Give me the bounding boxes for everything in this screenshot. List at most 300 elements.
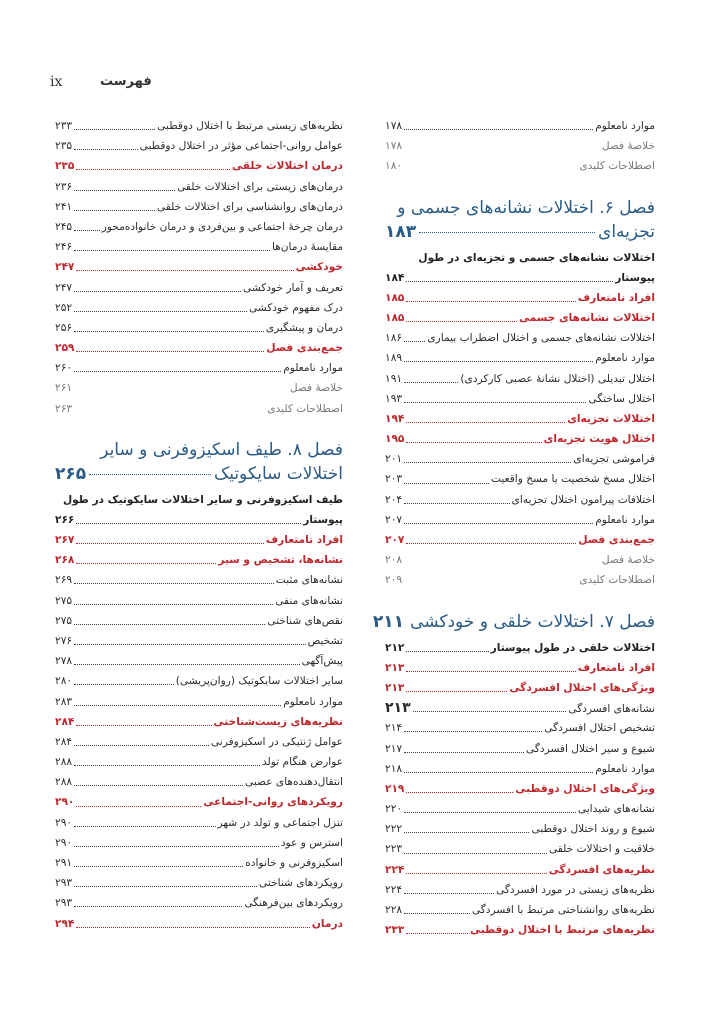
toc-entry-page: ۲۰۷: [385, 513, 403, 526]
toc-entry-title: نظریه‌های روانشناختی مرتبط با افسردگی: [471, 904, 655, 916]
dot-leader: [404, 482, 489, 484]
toc-entry-page: ۲۱۲: [385, 641, 405, 654]
toc-entry-title: نظریه‌های افسردگی: [548, 863, 655, 876]
toc-entry-page: ۲۸۴: [55, 715, 75, 728]
toc-entry-page: ۲۷۸: [55, 655, 73, 668]
toc-entry-title: انتقال‌دهنده‌های عصبی: [245, 776, 343, 789]
dot-leader: [404, 831, 529, 833]
toc-entry-page: ۲۲۴: [385, 883, 403, 896]
toc-entry-page: ۲۳۳: [385, 924, 405, 937]
toc-entry[interactable]: [385, 348, 655, 368]
toc-entry-title: ویژگی‌های اختلال افسردگی: [509, 681, 655, 694]
dot-leader: [74, 189, 175, 191]
toc-entry[interactable]: [55, 853, 343, 873]
toc-entry[interactable]: [385, 510, 655, 530]
toc-entry-page: ۲۱۴: [385, 722, 403, 735]
toc-entry[interactable]: [55, 237, 343, 257]
toc-entry[interactable]: [55, 813, 343, 833]
toc-entry-title: شیوع و سیر اختلال افسردگی: [526, 742, 655, 755]
toc-entry[interactable]: [55, 591, 343, 611]
toc-entry-page: ۲۶۱: [55, 382, 73, 395]
toc-entry-page: ۲۴۱: [55, 200, 73, 213]
dot-leader: [76, 168, 230, 170]
dot-leader: [74, 411, 265, 412]
toc-entry-page: ۲۴۶: [55, 241, 73, 254]
toc-entry[interactable]: [55, 772, 343, 792]
toc-entry[interactable]: [55, 298, 343, 318]
toc-entry-page: ۲۶۶: [55, 513, 75, 526]
dot-leader: [74, 391, 288, 392]
toc-entry-page: ۱۹۳: [385, 392, 403, 405]
toc-entry[interactable]: [55, 530, 343, 550]
toc-entry-page: ۱۸۶: [385, 332, 403, 345]
toc-entry-title: اختلالات تجزیه‌ای: [567, 412, 655, 425]
toc-entry[interactable]: [55, 792, 343, 812]
toc-entry-title: افراد نامتعارف: [265, 534, 343, 546]
toc-entry-page: ۲۹۰: [55, 836, 73, 849]
toc-entry[interactable]: [385, 268, 655, 288]
toc-entry-page: ۲۱۸: [385, 762, 403, 775]
toc-entry-title: اختلالات خلقی در طول پیوستار: [490, 641, 655, 654]
toc-entry-title: درمان: [311, 917, 343, 930]
chapter-subtitle: اختلالات نشانه‌های جسمی و تجزیه‌ای در طول: [418, 251, 655, 264]
toc-entry[interactable]: [385, 136, 655, 156]
dot-leader: [74, 582, 274, 584]
toc-entry-page: ۲۸۴: [55, 735, 73, 748]
toc-entry-title: موارد نامعلوم: [595, 352, 655, 365]
dot-leader: [406, 932, 468, 934]
toc-entry-title: اختلال مسخ شخصیت یا مسخ واقعیت: [491, 473, 655, 486]
toc-entry-page: ۲۰۷: [385, 534, 405, 546]
toc-entry[interactable]: [385, 116, 655, 136]
toc-entry[interactable]: [385, 288, 655, 308]
dot-leader: [74, 229, 100, 231]
toc-entry-title: خلاصهٔ فصل: [601, 554, 655, 567]
dot-leader: [404, 912, 470, 914]
chapter-7-heading[interactable]: [372, 610, 655, 634]
toc-entry[interactable]: [55, 651, 343, 671]
toc-entry[interactable]: [55, 338, 343, 358]
toc-entry-page: ۲۲۸: [385, 904, 403, 916]
dot-leader: [406, 872, 546, 874]
chapter-6-heading[interactable]: [385, 196, 655, 244]
toc-entry-page: ۲۰۱: [385, 453, 403, 466]
dot-leader: [74, 845, 279, 847]
toc-entry[interactable]: [385, 779, 655, 799]
toc-entry-page: ۲۹۰: [55, 796, 75, 809]
toc-entry-page: ۲۸۸: [55, 776, 73, 789]
toc-entry-page: ۲۳۶: [55, 180, 73, 193]
dot-leader: [74, 310, 247, 312]
dot-leader: [404, 360, 593, 362]
toc-entry-page: ۲۲۲: [385, 823, 403, 836]
toc-entry-title: پیش‌آگهی: [301, 655, 343, 668]
toc-right-column: [372, 116, 655, 940]
toc-entry[interactable]: [385, 308, 655, 328]
toc-entry[interactable]: [385, 449, 655, 469]
toc-entry[interactable]: [385, 920, 655, 940]
dot-leader: [404, 751, 524, 753]
toc-entry-page: ۲۸۰: [55, 675, 73, 688]
toc-entry-page: ۲۹۳: [55, 877, 73, 890]
toc-entry[interactable]: [385, 819, 655, 839]
toc-entry-title: نشانه‌های مثبت: [275, 574, 343, 587]
toc-entry-page: ۲۸۳: [55, 695, 73, 708]
toc-entry-page: ۲۲۳: [385, 843, 403, 856]
toc-entry-title: اختلالات نشانه‌های جسمی: [519, 311, 655, 324]
dot-leader: [413, 710, 567, 712]
toc-entry[interactable]: [385, 469, 655, 489]
toc-entry[interactable]: [385, 860, 655, 880]
dot-leader: [404, 461, 571, 463]
page-header: [0, 74, 710, 94]
toc-entry-page: ۲۱۳: [385, 681, 405, 694]
dot-leader: [74, 784, 243, 786]
toc-entry[interactable]: [55, 358, 343, 378]
chapter-page-number: ۱۸۳: [385, 221, 417, 242]
dot-leader: [406, 690, 507, 692]
toc-entry-title: اصطلاحات کلیدی: [579, 574, 655, 587]
dot-leader: [404, 563, 600, 564]
toc-entry-title: عوارض هنگام تولد: [261, 756, 343, 769]
dot-leader: [404, 340, 425, 342]
toc-entry-title: نشانه‌های منفی: [275, 594, 343, 607]
toc-entry-title: اختلال تبدیلی (اختلال نشانهٔ عصبی کارکردی): [460, 372, 655, 385]
chapter-8-heading[interactable]: [55, 438, 343, 486]
toc-entry[interactable]: [55, 611, 343, 631]
toc-entry-page: ۲۷۵: [55, 614, 73, 627]
toc-entry[interactable]: [55, 136, 343, 156]
toc-entry-title: فراموشی تجزیه‌ای: [573, 453, 655, 466]
dot-leader: [74, 825, 215, 827]
toc-entry[interactable]: [385, 369, 655, 389]
toc-entry-page: ۲۶۷: [55, 534, 75, 546]
dot-leader: [74, 148, 138, 150]
toc-entry-title: نظریه‌های زیستی در مورد افسردگی: [496, 883, 655, 896]
dot-leader: [406, 300, 575, 302]
toc-entry-title: نشانه‌های افسردگی: [568, 703, 655, 716]
toc-entry[interactable]: [55, 399, 343, 419]
toc-entry-page: ۲۵۹: [55, 342, 75, 355]
toc-entry[interactable]: [55, 550, 343, 570]
toc-entry-page: ۱۸۴: [385, 271, 405, 284]
dot-leader: [74, 623, 265, 625]
toc-entry[interactable]: [55, 570, 343, 590]
toc-entry[interactable]: [385, 900, 655, 920]
toc-entry-page: ۲۹۴: [55, 917, 75, 930]
toc-entry[interactable]: [55, 378, 343, 398]
dot-leader: [406, 280, 613, 282]
dot-leader: [404, 149, 600, 150]
chapter-page-number: ۲۱۱: [372, 611, 405, 632]
dot-leader: [74, 128, 155, 130]
toc-entry-title: پیوستار: [615, 271, 655, 284]
toc-entry[interactable]: [55, 873, 343, 893]
toc-entry[interactable]: [55, 116, 343, 136]
toc-entry-title: عوامل روانی-اجتماعی مؤثر در اختلال دوقطبی: [139, 140, 343, 153]
dot-leader: [74, 643, 306, 645]
toc-entry-page: ۱۹۴: [385, 412, 405, 425]
toc-entry[interactable]: [385, 550, 655, 570]
toc-entry[interactable]: [385, 389, 655, 409]
dot-leader: [76, 926, 309, 928]
toc-entry[interactable]: [385, 718, 655, 738]
dot-leader: [74, 744, 209, 746]
dot-leader: [404, 169, 577, 170]
toc-entry[interactable]: [385, 570, 655, 590]
toc-entry-title: خلاصهٔ فصل: [601, 140, 655, 153]
toc-entry-title: تعریف و آمار خودکشی: [242, 281, 343, 294]
toc-entry-title: نشانه‌ها، تشخیص و سیر: [218, 554, 343, 567]
toc-entry-title: درک مفهوم خودکشی: [248, 301, 343, 314]
toc-entry-title: مقایسهٔ درمان‌ها: [271, 241, 343, 254]
chapter-title-line: فصل ۸. طیف اسکیزوفرنی و سایر: [100, 439, 343, 460]
dot-leader: [74, 865, 243, 867]
toc-entry-page: ۲۹۳: [55, 897, 73, 910]
dot-leader: [404, 730, 542, 732]
toc-entry[interactable]: [385, 880, 655, 900]
chapter-title-line: اختلالات سایکوتیک: [213, 463, 343, 484]
toc-entry-page: ۱۹۱: [385, 372, 403, 385]
toc-entry-page: ۲۳۵: [55, 140, 73, 153]
toc-entry-title: تنزل اجتماعی و تولد در شهر: [217, 816, 343, 829]
dot-leader: [74, 885, 257, 887]
toc-entry-page: ۲۹۱: [55, 857, 73, 869]
toc-entry-title: اختلافات پیرامون اختلال تجزیه‌ای: [511, 493, 655, 506]
toc-entry-page: ۲۵۲: [55, 301, 73, 314]
toc-entry-title: رویکردهای بین‌فرهنگی: [244, 897, 343, 910]
toc-entry-title: خلاصهٔ فصل: [289, 382, 343, 395]
toc-entry-title: نقص‌های شناختی: [267, 614, 343, 627]
toc-entry-page: ۱۷۸: [385, 120, 403, 132]
toc-entry-page: ۱۸۵: [385, 291, 405, 304]
toc-entry-title: درمان و پیشگیری: [265, 321, 343, 334]
toc-entry-page: ۲۰۳: [385, 473, 403, 486]
toc-entry[interactable]: [385, 156, 655, 176]
toc-entry-title: موارد نامعلوم: [283, 695, 343, 708]
dot-leader: [74, 209, 155, 211]
toc-list: [385, 638, 655, 941]
toc-entry-page: ۲۳۳: [55, 120, 73, 132]
toc-entry-page: ۲۰۸: [385, 554, 403, 567]
toc-entry-page: ۱۹۵: [385, 433, 405, 446]
toc-entry[interactable]: [55, 752, 343, 772]
toc-entry-title: موارد نامعلوم: [595, 513, 655, 526]
toc-entry-title: رویکردهای شناختی: [259, 877, 343, 890]
toc-entry-page: ۲۱۳: [385, 700, 411, 717]
toc-list: [55, 510, 343, 934]
dot-leader: [74, 290, 241, 292]
dot-leader: [406, 441, 541, 443]
dot-leader: [74, 683, 174, 685]
toc-entry-title: اصطلاحات کلیدی: [267, 402, 343, 415]
toc-entry-title: پیوستار: [303, 513, 343, 526]
dot-leader: [406, 670, 575, 672]
dot-leader: [74, 905, 242, 907]
toc-entry-page: ۲۴۷: [55, 261, 75, 274]
toc-entry-page: ۲۶۳: [55, 402, 73, 415]
toc-entry[interactable]: [385, 678, 655, 698]
toc-entry-title: ویژگی‌های اختلال دوقطبی: [515, 782, 655, 795]
toc-list: [55, 116, 343, 419]
toc-entry[interactable]: [55, 510, 343, 530]
page-number: ix: [50, 74, 63, 90]
chapter-title-line: فصل ۷. اختلالات خلقی و خودکشی: [410, 611, 655, 632]
toc-entry[interactable]: [55, 671, 343, 691]
toc-entry[interactable]: [55, 257, 343, 277]
toc-entry-title: استرس و عود: [280, 836, 343, 849]
toc-entry-page: ۱۸۹: [385, 352, 403, 365]
toc-entry[interactable]: [385, 839, 655, 859]
dot-leader: [406, 421, 565, 423]
toc-entry[interactable]: [385, 328, 655, 348]
toc-entry-page: ۲۶۹: [55, 574, 73, 587]
toc-entry-title: درمان‌های روانشناسی برای اختلالات خلقی: [156, 200, 343, 213]
toc-entry-title: خلاقیت و اختلالات خلقی: [548, 843, 655, 856]
toc-entry-title: موارد نامعلوم: [595, 120, 655, 132]
dot-leader: [76, 724, 211, 726]
toc-entry-page: ۱۷۸: [385, 140, 403, 153]
chapter-subtitle: طیف اسکیزوفرنی و سایر اختلالات سایکوتیک در طول: [62, 493, 343, 506]
toc-entry-title: درمان چرخهٔ اجتماعی و بین‌فردی و درمان خانواده‌محور: [101, 220, 343, 233]
dot-leader: [74, 704, 281, 706]
toc-entry[interactable]: [55, 197, 343, 217]
toc-entry-title: موارد نامعلوم: [283, 362, 343, 375]
dot-leader: [404, 522, 593, 524]
toc-entry-page: ۲۴۷: [55, 281, 73, 294]
toc-entry[interactable]: [55, 156, 343, 176]
toc-entry[interactable]: [55, 893, 343, 913]
toc-entry-page: ۱۸۵: [385, 311, 405, 324]
toc-entry[interactable]: [385, 638, 655, 658]
toc-entry-page: ۲۸۸: [55, 756, 73, 769]
header-title: فهرست: [100, 74, 152, 89]
toc-list: [385, 116, 655, 177]
toc-entry-title: نظریه‌های زیست‌شناختی: [213, 715, 343, 728]
toc-entry-page: ۲۲۴: [385, 863, 405, 876]
toc-entry-page: ۲۷۵: [55, 594, 73, 607]
toc-entry-page: ۲۵۶: [55, 321, 73, 334]
dot-leader: [74, 249, 270, 251]
dot-leader: [404, 811, 576, 813]
toc-entry[interactable]: [55, 914, 343, 934]
dot-leader: [406, 542, 576, 544]
toc-entry[interactable]: [385, 739, 655, 759]
toc-entry[interactable]: [385, 759, 655, 779]
toc-entry-page: ۱۸۰: [385, 160, 403, 173]
dot-leader: [404, 583, 577, 584]
toc-entry-title: تشخیص اختلال افسردگی: [544, 722, 655, 735]
toc-entry-page: ۲۱۳: [385, 661, 405, 674]
dot-leader: [76, 269, 293, 271]
toc-entry-page: ۲۱۹: [385, 782, 405, 795]
toc-entry[interactable]: [385, 490, 655, 510]
toc-entry-title: جمع‌بندی فصل: [266, 342, 343, 355]
dot-leader: [404, 401, 586, 403]
toc-entry-page: ۲۲۰: [385, 803, 403, 816]
dot-leader: [74, 370, 281, 372]
dot-leader: [74, 603, 273, 605]
toc-entry-page: ۲۳۵: [55, 160, 75, 173]
toc-entry-title: تشخیص: [307, 634, 343, 647]
toc-entry-title: نظریه‌های مرتبط با اختلال دوقطبی: [470, 924, 655, 937]
toc-entry-title: موارد نامعلوم: [595, 762, 655, 775]
toc-entry[interactable]: [55, 217, 343, 237]
toc-entry[interactable]: [55, 692, 343, 712]
toc-entry[interactable]: [55, 833, 343, 853]
toc-entry[interactable]: [385, 429, 655, 449]
toc-entry-page: ۲۶۰: [55, 362, 73, 375]
toc-entry-page: ۲۴۵: [55, 220, 73, 233]
toc-entry[interactable]: [385, 698, 655, 718]
toc-entry[interactable]: [385, 658, 655, 678]
dot-leader: [74, 764, 260, 766]
toc-entry-title: سایر اختلالات سایکوتیک (روان‌پریشی): [175, 675, 343, 688]
toc-entry-page: ۲۷۶: [55, 634, 73, 647]
chapter-page-number: ۲۶۵: [55, 463, 87, 484]
toc-entry-title: رویکردهای روانی-اجتماعی: [203, 796, 343, 809]
dot-leader: [404, 381, 458, 383]
toc-entry-title: جمع‌بندی فصل: [578, 534, 655, 546]
chapter-title-line: فصل ۶. اختلالات نشانه‌های جسمی و: [397, 197, 655, 218]
toc-entry[interactable]: [55, 732, 343, 752]
dot-leader: [76, 522, 301, 524]
dot-leader: [406, 320, 517, 322]
toc-entry[interactable]: [385, 530, 655, 550]
toc-entry-title: نظریه‌های زیستی مرتبط با اختلال دوقطبی: [157, 120, 343, 132]
dot-leader: [76, 350, 264, 352]
toc-entry-title: اختلال ساختگی: [588, 392, 655, 405]
dot-leader: [76, 805, 201, 807]
dot-leader: [406, 791, 513, 793]
toc-entry-title: افراد نامتعارف: [577, 661, 655, 674]
toc-entry-title: شیوع و روند اختلال دوقطبی: [531, 823, 655, 836]
toc-entry[interactable]: [55, 712, 343, 732]
toc-entry-page: ۲۱۷: [385, 742, 403, 755]
dot-leader: [76, 562, 216, 564]
toc-entry-title: درمان‌های زیستی برای اختلالات خلقی: [177, 180, 343, 193]
dot-leader: [404, 852, 547, 854]
dot-leader: [404, 771, 593, 773]
toc-entry[interactable]: [55, 318, 343, 338]
toc-list: [385, 268, 655, 591]
toc-entry-page: ۲۰۹: [385, 574, 403, 587]
toc-entry-title: عوامل ژنتیکی در اسکیزوفرنی: [210, 735, 343, 748]
toc-entry-title: افراد نامتعارف: [577, 291, 655, 304]
dot-leader: [404, 892, 494, 894]
toc-entry-page: ۲۰۴: [385, 493, 403, 506]
toc-entry-title: اسکیزوفرنی و خانواده: [245, 857, 343, 869]
toc-entry[interactable]: [385, 799, 655, 819]
toc-entry[interactable]: [55, 177, 343, 197]
dot-leader: [74, 330, 264, 332]
dot-leader: [404, 128, 593, 130]
dot-leader: [74, 663, 300, 665]
toc-entry-title: درمان اختلالات خلقی: [232, 160, 343, 173]
toc-entry-title: نشانه‌های شیدایی: [577, 803, 655, 816]
toc-entry[interactable]: [55, 278, 343, 298]
toc-entry[interactable]: [385, 409, 655, 429]
toc-entry[interactable]: [55, 631, 343, 651]
toc-entry-title: خودکشی: [295, 261, 343, 274]
toc-entry-page: ۲۶۸: [55, 554, 75, 567]
toc-entry-title: اختلالات نشانه‌های جسمی و اختلال اضطراب بیماری: [427, 332, 655, 345]
chapter-title-line: تجزیه‌ای: [598, 221, 655, 242]
toc-entry-page: ۲۹۰: [55, 816, 73, 829]
toc-entry-title: اصطلاحات کلیدی: [579, 160, 655, 173]
dot-leader: [76, 542, 263, 544]
toc-entry-title: اختلال هویت تجزیه‌ای: [543, 433, 655, 446]
